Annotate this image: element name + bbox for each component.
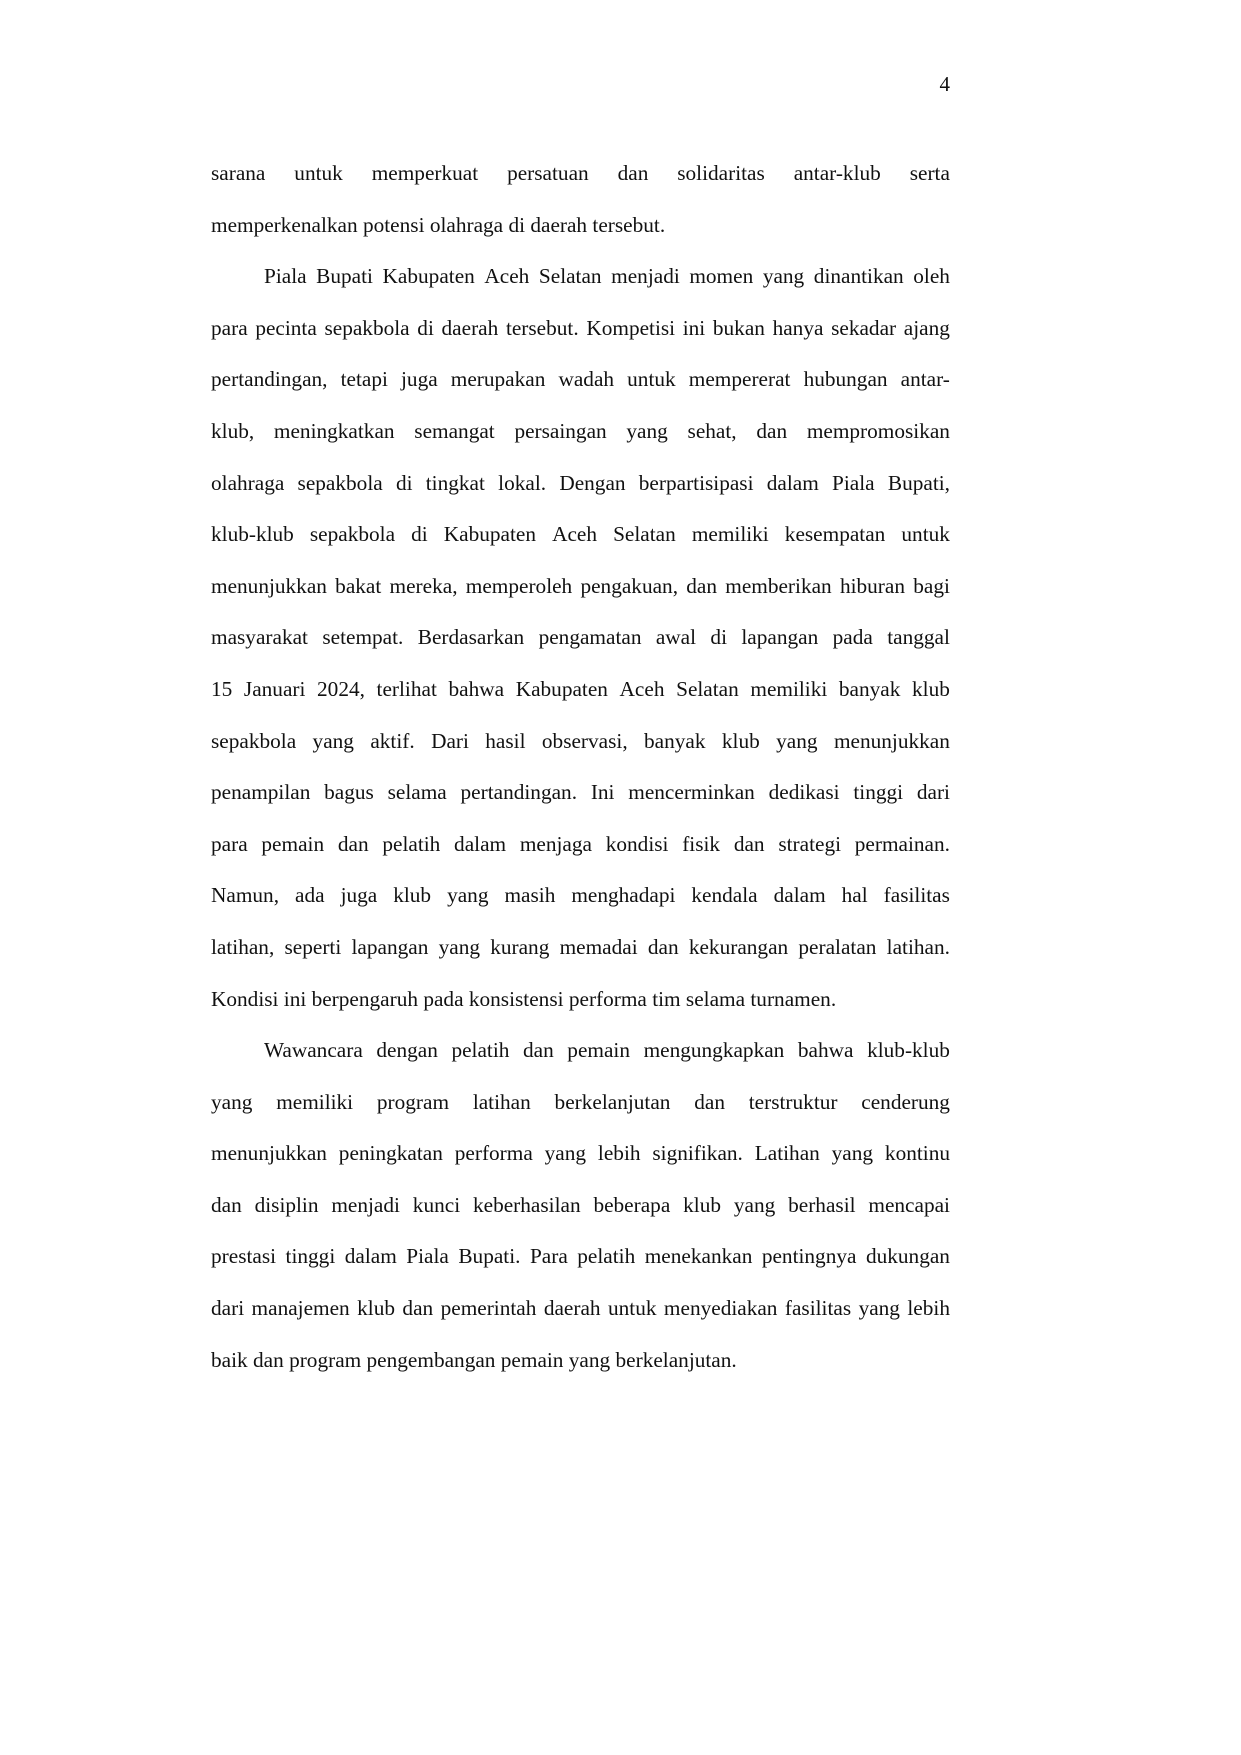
paragraph — [211, 1035, 950, 1396]
paragraph — [211, 158, 950, 261]
text-line: baik dan program pengembangan pemain yang berkelanjutan. — [211, 1347, 737, 1372]
text-line: Wawancara dengan pelatih dan pemain mengungkapkan bahwa klub-klub — [264, 1038, 950, 1063]
text-line: dan disiplin menjadi kunci keberhasilan beberapa klub yang berhasil mencapai — [211, 1192, 950, 1217]
text-line: yang memiliki program latihan berkelanjutan dan terstruktur cenderung — [211, 1089, 950, 1114]
text-line: masyarakat setempat. Berdasarkan pengamatan awal di lapangan pada tanggal — [211, 625, 950, 650]
text-line: olahraga sepakbola di tingkat lokal. Dengan berpartisipasi dalam Piala Bupati, — [211, 470, 950, 495]
text-line: 15 Januari 2024, terlihat bahwa Kabupaten Aceh Selatan memiliki banyak klub — [211, 676, 950, 701]
text-line: klub, meningkatkan semangat persaingan yang sehat, dan mempromosikan — [211, 418, 950, 443]
text-line: menunjukkan bakat mereka, memperoleh pengakuan, dan memberikan hiburan bagi — [211, 573, 950, 598]
page-number: 4 — [939, 72, 950, 96]
text-line: sepakbola yang aktif. Dari hasil observasi, banyak klub yang menunjukkan — [211, 728, 950, 753]
text-line: menunjukkan peningkatan performa yang lebih signifikan. Latihan yang kontinu — [211, 1141, 950, 1166]
text-line: latihan, seperti lapangan yang kurang memadai dan kekurangan peralatan latihan. — [211, 934, 950, 959]
text-line: sarana untuk memperkuat persatuan dan solidaritas antar-klub serta — [211, 161, 950, 185]
text-line: para pemain dan pelatih dalam menjaga kondisi fisik dan strategi permainan. — [211, 831, 950, 856]
text-line: para pecinta sepakbola di daerah tersebut. Kompetisi ini bukan hanya sekadar ajang — [211, 315, 950, 340]
paragraph — [211, 261, 950, 1035]
text-line: Namun, ada juga klub yang masih menghadapi kendala dalam hal fasilitas — [211, 883, 950, 908]
text-line: memperkenalkan potensi olahraga di daerah tersebut. — [211, 212, 666, 237]
text-line: dari manajemen klub dan pemerintah daerah untuk menyediakan fasilitas yang lebih — [211, 1296, 950, 1321]
text-line: penampilan bagus selama pertandingan. Ini mencerminkan dedikasi tinggi dari — [211, 780, 950, 805]
text-line: Kondisi ini berpengaruh pada konsistensi performa tim selama turnamen. — [211, 986, 837, 1011]
text-line: pertandingan, tetapi juga merupakan wadah untuk mempererat hubungan antar- — [211, 367, 950, 392]
text-line: Piala Bupati Kabupaten Aceh Selatan menjadi momen yang dinantikan oleh — [264, 264, 950, 289]
body-text — [211, 158, 950, 1396]
text-line: klub-klub sepakbola di Kabupaten Aceh Selatan memiliki kesempatan untuk — [211, 522, 950, 547]
text-line: prestasi tinggi dalam Piala Bupati. Para pelatih menekankan pentingnya dukungan — [211, 1244, 950, 1269]
